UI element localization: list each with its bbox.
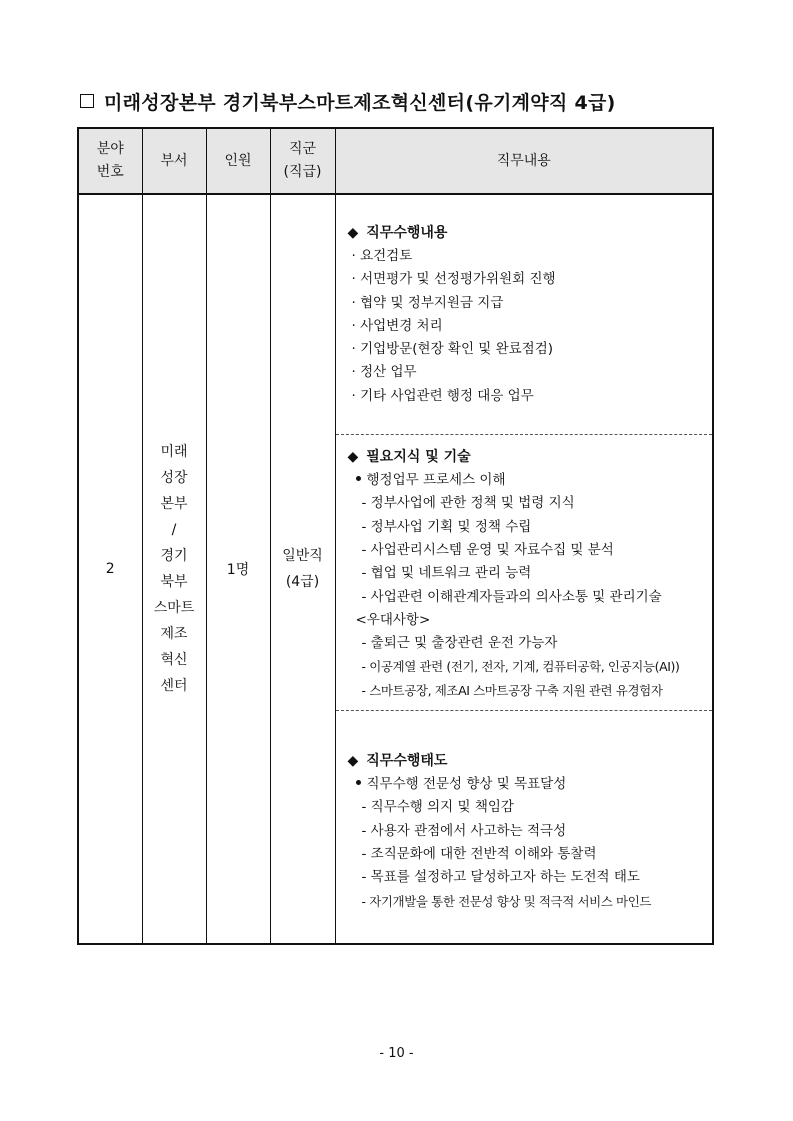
list-item: - 스마트공장, 제조AI 스마트공장 구축 지원 관련 유경험자 bbox=[361, 682, 663, 698]
bullet-icon bbox=[356, 476, 361, 481]
bullet-item: 직무수행 전문성 향상 및 목표달성 bbox=[348, 773, 703, 796]
preference-note: <우대사항> bbox=[355, 611, 431, 628]
cell-headcount: 1명 bbox=[206, 194, 270, 944]
header-rank: 직군 (직급) bbox=[270, 128, 335, 194]
checkbox-square-icon bbox=[80, 94, 94, 108]
section-heading: ◆ 직무수행내용 bbox=[347, 225, 448, 241]
list-item: · 기업방문(현장 확인 및 완료점검) bbox=[351, 341, 554, 358]
page-number: - 10 - bbox=[379, 1046, 414, 1061]
header-headcount: 인원 bbox=[206, 128, 270, 194]
diamond-icon: ◆ bbox=[347, 225, 359, 241]
diamond-icon: ◆ bbox=[347, 449, 359, 466]
header-duties: 직무내용 bbox=[335, 128, 713, 194]
list-item: - 사업관련 이해관계자들과의 의사소통 및 관리기술 bbox=[361, 588, 662, 605]
page-title bbox=[80, 88, 616, 115]
cell-rank: 일반직 (4급) bbox=[270, 194, 335, 944]
bullet-item: 행정업무 프로세스 이해 bbox=[348, 469, 703, 492]
section-duties bbox=[336, 195, 713, 435]
list-item: - 출퇴근 및 출장관련 운전 가능자 bbox=[361, 635, 558, 652]
header-dept: 부서 bbox=[142, 128, 206, 194]
list-item: · 요건검토 bbox=[351, 248, 413, 264]
list-item: - 정부사업에 관한 정책 및 법령 지식 bbox=[361, 495, 575, 512]
list-item: - 조직문화에 대한 전반적 이해와 통찰력 bbox=[361, 845, 597, 862]
list-item: · 기타 사업관련 행정 대응 업무 bbox=[351, 387, 534, 404]
list-item: · 협약 및 정부지원금 지급 bbox=[351, 294, 504, 311]
job-description-table bbox=[77, 127, 714, 945]
list-item: - 이공계열 관련 (전기, 전자, 기계, 컴퓨터공학, 인공지능(AI)) bbox=[361, 659, 680, 675]
cell-field-no: 2 bbox=[78, 194, 142, 944]
list-item: · 사업변경 처리 bbox=[351, 317, 443, 334]
section-knowledge bbox=[336, 435, 713, 711]
section-heading: ◆ 직무수행태도 bbox=[347, 753, 448, 770]
list-item: · 서면평가 및 선정평가위원회 진행 bbox=[351, 271, 556, 288]
list-item: - 목표를 설정하고 달성하고자 하는 도전적 태도 bbox=[361, 869, 640, 886]
diamond-icon: ◆ bbox=[347, 753, 359, 770]
list-item: - 사업관리시스템 운영 및 자료수집 및 분석 bbox=[361, 541, 614, 558]
table-row bbox=[78, 194, 713, 944]
list-item: - 정부사업 기획 및 정책 수립 bbox=[361, 518, 532, 535]
cell-dept: 미래 성장 본부 / 경기 북부 스마트 제조 혁신 센터 bbox=[142, 194, 206, 944]
table-header-row bbox=[78, 128, 713, 194]
page-title-text: 미래성장본부 경기북부스마트제조혁신센터(유기계약직 4급) bbox=[104, 92, 616, 114]
list-item: - 사용자 관점에서 사고하는 적극성 bbox=[361, 822, 567, 839]
list-item: · 정산 업무 bbox=[351, 364, 417, 381]
list-item: - 자기개발을 통한 전문성 향상 및 적극적 서비스 마인드 bbox=[361, 893, 652, 909]
section-attitude bbox=[336, 711, 713, 913]
header-field-no: 분야 번호 bbox=[78, 128, 142, 194]
list-item: - 협업 및 네트워크 관리 능력 bbox=[361, 565, 532, 582]
list-item: - 직무수행 의지 및 책임감 bbox=[361, 799, 514, 816]
bullet-icon bbox=[356, 780, 361, 785]
cell-duties bbox=[335, 194, 713, 944]
section-heading: ◆ 필요지식 및 기술 bbox=[347, 449, 471, 466]
